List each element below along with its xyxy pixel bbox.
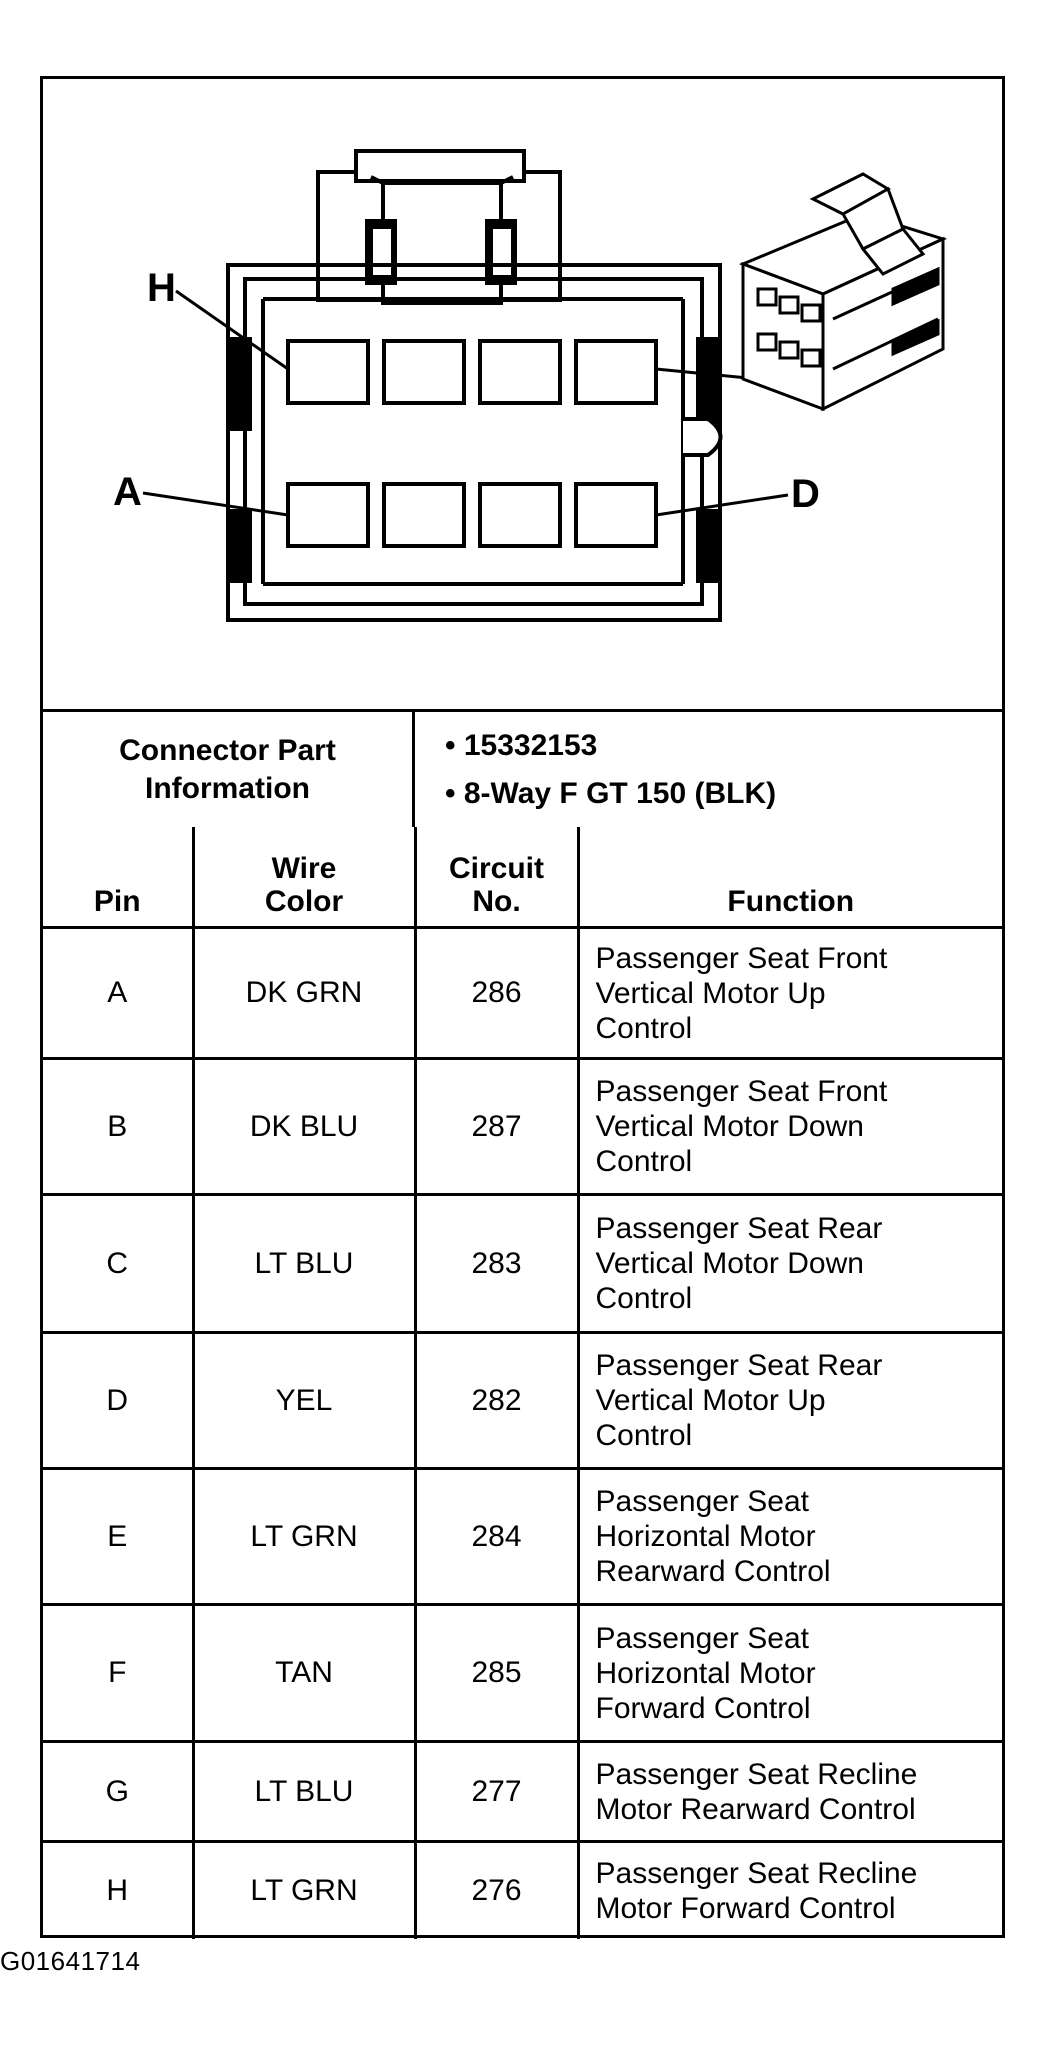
connector-face-drawing: [43, 79, 1002, 709]
function-cell: Passenger Seat Recline Motor Rearward Control: [578, 1742, 1002, 1842]
header-wire-color: Wire Color: [193, 827, 415, 928]
pinout-table: [43, 827, 1002, 1939]
connector-isometric-view: [743, 174, 943, 409]
callout-label-h: H: [147, 266, 176, 310]
pin-cell: G: [43, 1742, 193, 1842]
circuit-cell: 287: [415, 1059, 578, 1195]
cavity-f: [480, 341, 560, 403]
callout-label-d: D: [791, 472, 820, 516]
function-cell: Passenger Seat Horizontal Motor Forward Control: [578, 1605, 1002, 1742]
cavity-a: [288, 484, 368, 546]
connector-diagram: [43, 79, 1002, 709]
pin-cell: C: [43, 1195, 193, 1333]
info-values-cell: [415, 712, 1002, 827]
circuit-cell: 277: [415, 1742, 578, 1842]
wire-color-cell: TAN: [193, 1605, 415, 1742]
wire-color-cell: DK BLU: [193, 1059, 415, 1195]
circuit-cell: 284: [415, 1469, 578, 1605]
pin-cell: B: [43, 1059, 193, 1195]
wire-color-cell: LT BLU: [193, 1195, 415, 1333]
table-row: [43, 1195, 1002, 1333]
connector-body: [228, 265, 720, 620]
header-circuit: Circuit No.: [415, 827, 578, 928]
cavity-e: [576, 341, 656, 403]
function-cell: Passenger Seat Rear Vertical Motor Down Control: [578, 1195, 1002, 1333]
cavity-c: [480, 484, 560, 546]
wire-color-cell: LT GRN: [193, 1469, 415, 1605]
wire-color-cell: LT GRN: [193, 1842, 415, 1939]
pin-cell: F: [43, 1605, 193, 1742]
table-row: [43, 1742, 1002, 1842]
cavity-h: [288, 341, 368, 403]
function-cell: Passenger Seat Front Vertical Motor Up Control: [578, 928, 1002, 1059]
table-row: [43, 1333, 1002, 1469]
info-label: Connector Part Information: [119, 733, 336, 805]
table-row: [43, 1059, 1002, 1195]
wire-color-cell: LT BLU: [193, 1742, 415, 1842]
header-function: Function: [578, 827, 1002, 928]
callout-label-a: A: [113, 470, 142, 514]
table-row: [43, 1469, 1002, 1605]
pin-cell: H: [43, 1842, 193, 1939]
circuit-cell: 285: [415, 1605, 578, 1742]
pin-cell: D: [43, 1333, 193, 1469]
table-header-row: [43, 827, 1002, 928]
circuit-cell: 286: [415, 928, 578, 1059]
part-number: • 15332153: [445, 729, 598, 762]
function-cell: Passenger Seat Recline Motor Forward Control: [578, 1842, 1002, 1939]
connector-document: [40, 76, 1005, 1938]
circuit-cell: 283: [415, 1195, 578, 1333]
pin-cell: A: [43, 928, 193, 1059]
pin-cell: E: [43, 1469, 193, 1605]
cavity-b: [384, 484, 464, 546]
info-label-cell: [43, 712, 415, 827]
wire-color-cell: DK GRN: [193, 928, 415, 1059]
table-row: [43, 928, 1002, 1059]
cavity-g: [384, 341, 464, 403]
function-cell: Passenger Seat Horizontal Motor Rearward Control: [578, 1469, 1002, 1605]
header-pin: Pin: [43, 827, 193, 928]
cavity-d: [576, 484, 656, 546]
connector-part-information: [43, 709, 1002, 827]
table-row: [43, 1605, 1002, 1742]
connector-type: • 8-Way F GT 150 (BLK): [445, 777, 777, 810]
circuit-cell: 276: [415, 1842, 578, 1939]
function-cell: Passenger Seat Rear Vertical Motor Up Control: [578, 1333, 1002, 1469]
table-row: [43, 1842, 1002, 1939]
latch-inner: [383, 183, 501, 303]
circuit-cell: 282: [415, 1333, 578, 1469]
figure-id: G01641714: [0, 1946, 141, 1976]
function-cell: Passenger Seat Front Vertical Motor Down Control: [578, 1059, 1002, 1195]
latch-top: [356, 151, 524, 181]
wire-color-cell: YEL: [193, 1333, 415, 1469]
